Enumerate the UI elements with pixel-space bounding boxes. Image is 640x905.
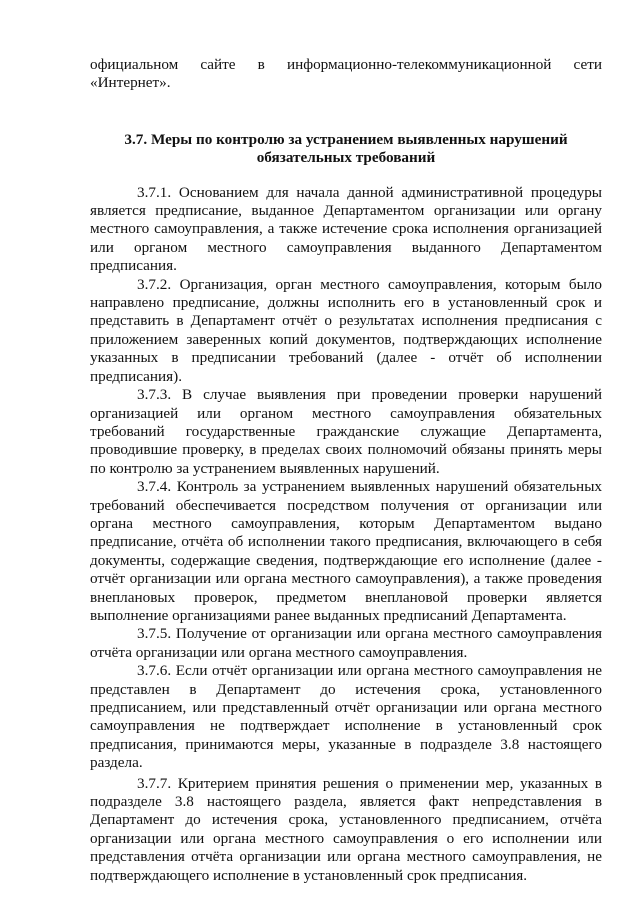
intro-paragraph: официальном сайте в информационно-телекоммуникационной сети «Интернет». <box>90 56 602 92</box>
paragraph-3-7-6: 3.7.6. Если отчёт организации или органа местного самоуправления не представлен в Департамент до истечения срока, установленного предписанием, или представленный отчёт организации или органа местного самоуправления не подтверждает исполнение в установленный срок предписания, принимаются меры, указанные в подразделе 3.8 настоящего раздела. <box>90 662 602 772</box>
paragraph-3-7-3: 3.7.3. В случае выявления при проведении проверки нарушений организацией или органом местного самоуправления обязательных требований государственные гражданские служащие Департамента, проводившие проверку, в пределах своих полномочий обязаны принять меры по контролю за устранением выявленных нарушений. <box>90 386 602 477</box>
paragraph-3-7-4: 3.7.4. Контроль за устранением выявленных нарушений обязательных требований обеспечивается посредством получения от организации или органа местного самоуправления, которым Департаментом выдано предписание, отчёта об исполнении такого предписания, включающего в себя документы, содержащие сведения, подтверждающие его исполнение (далее - отчёт организации или органа местного самоуправления), а также проведения внеплановых проверок, предметом внеплановой проверки является выполнение организациями ранее выданных предписаний Департамента. <box>90 478 602 624</box>
document-page <box>90 56 602 885</box>
paragraph-3-7-5: 3.7.5. Получение от организации или органа местного самоуправления отчёта организации или органа местного самоуправления. <box>90 625 602 661</box>
section-heading-line-1: 3.7. Меры по контролю за устранением выявленных нарушений <box>124 130 568 148</box>
section-heading <box>90 131 602 168</box>
paragraph-3-7-7: 3.7.7. Критерием принятия решения о применении мер, указанных в подразделе 3.8 настоящего раздела, является факт непредставления в Департамент до истечения срока, установленного предписанием, отчёта организации или органа местного самоуправления о его исполнении или представления отчёта организации или органа местного самоуправления, не подтверждающего исполнение в установленный срок предписания. <box>90 774 602 884</box>
paragraph-3-7-1: 3.7.1. Основанием для начала данной административной процедуры является предписание, выданное Департаментом организации или органу местного самоуправления, а также истечение срока исполнения организацией или органом местного самоуправления выданного Департаментом предписания. <box>90 183 602 275</box>
section-heading-line-2: обязательных требований <box>256 149 436 167</box>
paragraph-3-7-2: 3.7.2. Организация, орган местного самоуправления, которым было направлено предписание, должны исполнить его в установленный срок и представить в Департамент отчёт о результатах исполнения предписания с приложением заверенных копий документов, подтверждающих исполнение указанных в предписании требований (далее - отчёт об исполнении предписания). <box>90 275 602 385</box>
